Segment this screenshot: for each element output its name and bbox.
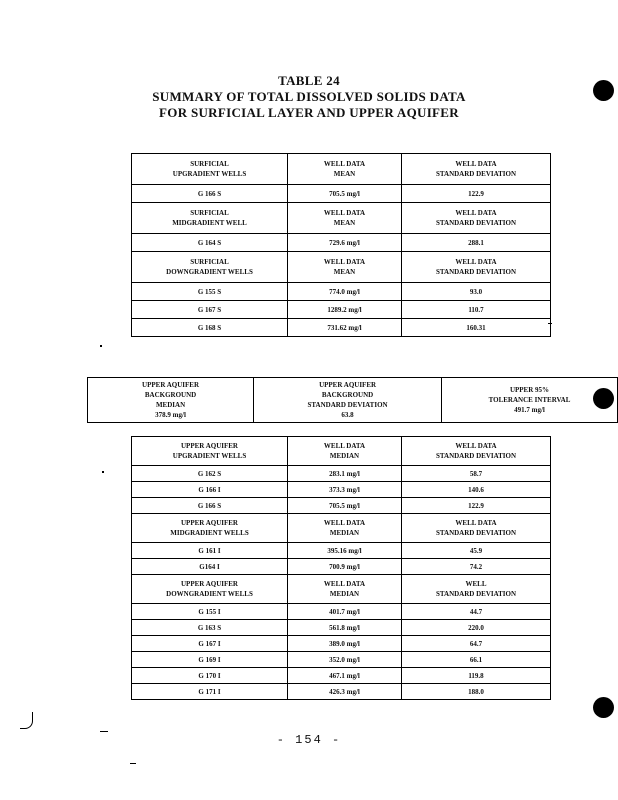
well-id-cell: G 164 S <box>132 234 288 252</box>
well-id-cell: G 155 S <box>132 283 288 301</box>
value-cell: 373.3 mg/l <box>288 482 402 498</box>
value-cell: 729.6 mg/l <box>288 234 402 252</box>
well-id-cell: G 162 S <box>132 466 288 482</box>
column-header: WELL DATA STANDARD DEVIATION <box>402 437 551 466</box>
table-row <box>132 668 551 684</box>
well-id-cell: G 166 I <box>132 482 288 498</box>
well-id-cell: G164 I <box>132 559 288 575</box>
punch-hole-bottom <box>593 697 614 718</box>
well-id-cell: G 167 S <box>132 301 288 319</box>
column-header: SURFICIAL UPGRADIENT WELLS <box>132 154 288 185</box>
group-header-row <box>132 203 551 234</box>
value-cell: 352.0 mg/l <box>288 652 402 668</box>
column-header: WELL DATA MEDIAN <box>288 575 402 604</box>
scan-mark <box>20 712 33 729</box>
scan-speck <box>548 323 552 324</box>
upper-aquifer-table <box>131 436 551 700</box>
column-header: WELL DATA STANDARD DEVIATION <box>402 514 551 543</box>
column-header: UPPER AQUIFER UPGRADIENT WELLS <box>132 437 288 466</box>
punch-hole-top <box>593 80 614 101</box>
column-header: WELL DATA MEAN <box>288 203 402 234</box>
well-id-cell: G 161 I <box>132 543 288 559</box>
well-id-cell: G 155 I <box>132 604 288 620</box>
std-dev-cell: 64.7 <box>402 636 551 652</box>
table-row <box>132 466 551 482</box>
std-dev-cell: 220.0 <box>402 620 551 636</box>
value-cell: 705.5 mg/l <box>288 498 402 514</box>
column-header: UPPER AQUIFER MIDGRADIENT WELLS <box>132 514 288 543</box>
table-title-line-1: SUMMARY OF TOTAL DISSOLVED SOLIDS DATA <box>152 89 466 104</box>
std-dev-cell: 66.1 <box>402 652 551 668</box>
well-id-cell: G 163 S <box>132 620 288 636</box>
table-row <box>132 652 551 668</box>
group-header-row <box>132 154 551 185</box>
column-header: WELL DATA MEDIAN <box>288 437 402 466</box>
column-header: WELL DATA MEAN <box>288 154 402 185</box>
scan-speck <box>130 763 136 764</box>
page-number: - 154 - <box>276 733 342 747</box>
table-row <box>132 234 551 252</box>
table-title-line-2: FOR SURFICIAL LAYER AND UPPER AQUIFER <box>159 105 459 120</box>
table-row <box>132 559 551 575</box>
scan-speck <box>102 471 104 473</box>
std-dev-cell: 160.31 <box>402 319 551 337</box>
column-header: WELL STANDARD DEVIATION <box>402 575 551 604</box>
std-dev-cell: 58.7 <box>402 466 551 482</box>
group-header-row <box>132 575 551 604</box>
std-dev-cell: 122.9 <box>402 498 551 514</box>
well-id-cell: G 170 I <box>132 668 288 684</box>
value-cell: 467.1 mg/l <box>288 668 402 684</box>
value-cell: 395.16 mg/l <box>288 543 402 559</box>
scan-speck <box>100 731 108 732</box>
column-header: SURFICIAL DOWNGRADIENT WELLS <box>132 252 288 283</box>
group-header-row <box>132 437 551 466</box>
well-id-cell: G 167 I <box>132 636 288 652</box>
table-row <box>132 543 551 559</box>
table-row <box>132 283 551 301</box>
std-dev-cell: 44.7 <box>402 604 551 620</box>
value-cell: 561.8 mg/l <box>288 620 402 636</box>
table-row <box>132 185 551 203</box>
column-header: SURFICIAL MIDGRADIENT WELL <box>132 203 288 234</box>
column-header: WELL DATA STANDARD DEVIATION <box>402 154 551 185</box>
std-dev-cell: 119.8 <box>402 668 551 684</box>
table-number: TABLE 24 <box>278 73 340 88</box>
value-cell: 1289.2 mg/l <box>288 301 402 319</box>
column-header: WELL DATA STANDARD DEVIATION <box>402 203 551 234</box>
well-id-cell: G 168 S <box>132 319 288 337</box>
table-row <box>132 636 551 652</box>
value-cell: 705.5 mg/l <box>288 185 402 203</box>
std-dev-cell: 188.0 <box>402 684 551 700</box>
std-dev-cell: 288.1 <box>402 234 551 252</box>
surficial-layer-table <box>131 153 551 337</box>
std-dev-cell: 45.9 <box>402 543 551 559</box>
value-cell: 401.7 mg/l <box>288 604 402 620</box>
group-header-row <box>132 514 551 543</box>
tolerance-interval-cell: UPPER 95% TOLERANCE INTERVAL 491.7 mg/l <box>442 378 618 423</box>
column-header: WELL DATA MEAN <box>288 252 402 283</box>
value-cell: 426.3 mg/l <box>288 684 402 700</box>
well-id-cell: G 169 I <box>132 652 288 668</box>
std-dev-cell: 140.6 <box>402 482 551 498</box>
well-id-cell: G 166 S <box>132 185 288 203</box>
value-cell: 389.0 mg/l <box>288 636 402 652</box>
table-row <box>132 604 551 620</box>
column-header: WELL DATA MEDIAN <box>288 514 402 543</box>
upper-aquifer-background-table <box>87 377 618 423</box>
std-dev-cell: 122.9 <box>402 185 551 203</box>
std-dev-cell: 74.2 <box>402 559 551 575</box>
value-cell: 774.0 mg/l <box>288 283 402 301</box>
table-row <box>132 498 551 514</box>
column-header: UPPER AQUIFER DOWNGRADIENT WELLS <box>132 575 288 604</box>
table-row <box>132 319 551 337</box>
well-id-cell: G 171 I <box>132 684 288 700</box>
value-cell: 731.62 mg/l <box>288 319 402 337</box>
scan-speck <box>100 345 102 347</box>
table-row <box>132 482 551 498</box>
table-row <box>132 684 551 700</box>
value-cell: 283.1 mg/l <box>288 466 402 482</box>
background-median-cell: UPPER AQUIFER BACKGROUND MEDIAN 378.9 mg/l <box>88 378 254 423</box>
std-dev-cell: 93.0 <box>402 283 551 301</box>
table-row <box>132 620 551 636</box>
table-row <box>132 301 551 319</box>
value-cell: 700.9 mg/l <box>288 559 402 575</box>
std-dev-cell: 110.7 <box>402 301 551 319</box>
well-id-cell: G 166 S <box>132 498 288 514</box>
background-std-dev-cell: UPPER AQUIFER BACKGROUND STANDARD DEVIATION 63.8 <box>254 378 442 423</box>
column-header: WELL DATA STANDARD DEVIATION <box>402 252 551 283</box>
group-header-row <box>132 252 551 283</box>
